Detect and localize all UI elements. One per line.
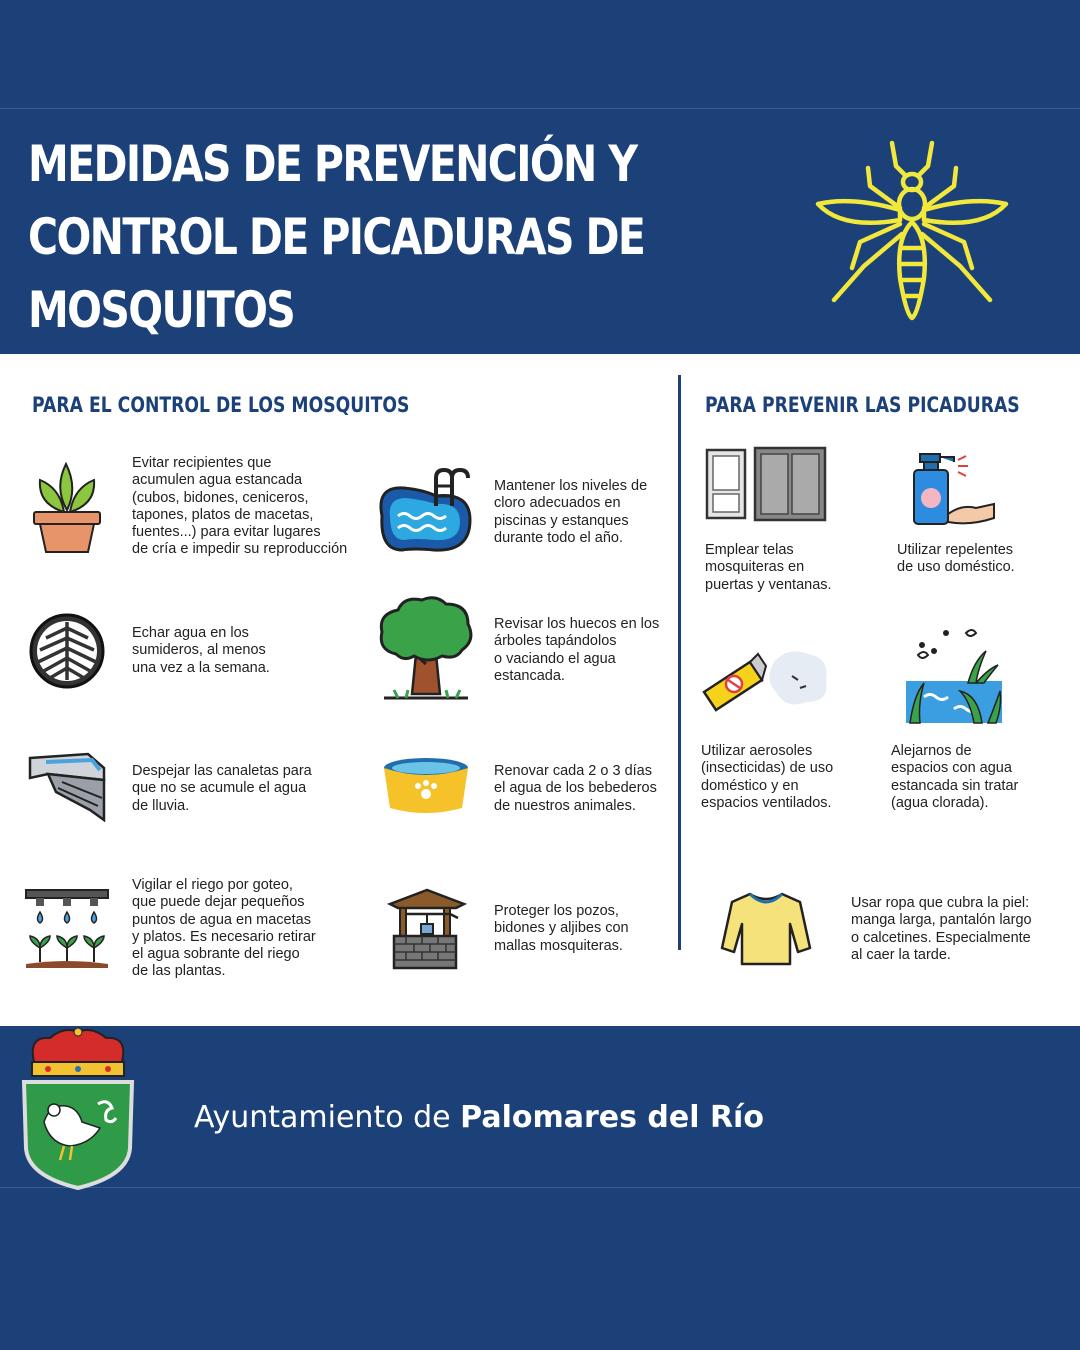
control-item-3-text: Echar agua en los sumideros, al menos una vez a la semana. xyxy=(132,625,270,676)
control-item-7-text: Vigilar el riego por goteo, que puede dejar pequeños puntos de agua en macetas y platos. Es necesario retirar el agua sobrante del riego de las plantas. xyxy=(132,877,316,980)
control-item-8-text: Proteger los pozos, bidones y aljibes con mallas mosquiteras. xyxy=(494,903,629,954)
control-item-4-text: Revisar los huecos en los árboles tapándolos o vaciando el agua estancada. xyxy=(494,616,660,684)
page-title xyxy=(28,128,651,347)
repellent-icon xyxy=(910,452,996,528)
footer-text xyxy=(194,1100,764,1135)
tree-icon xyxy=(376,594,476,706)
footer-prefix: Ayuntamiento de xyxy=(194,1100,461,1135)
column-divider xyxy=(678,375,681,950)
coat-of-arms-icon xyxy=(20,1026,136,1190)
prevent-heading: PARA PREVENIR LAS PICADURAS xyxy=(705,393,1020,417)
prevent-item-4-text: Alejarnos de espacios con agua estancada sin tratar (agua clorada). xyxy=(891,743,1019,811)
gutter-icon xyxy=(28,752,108,822)
control-item-5-text: Despejar las canaletas para que no se acumule el agua de lluvia. xyxy=(132,763,312,814)
pet-bowl-icon xyxy=(380,756,472,816)
footer-town-name: Palomares del Río xyxy=(460,1100,764,1135)
drip-irrigation-icon xyxy=(24,888,110,970)
control-heading: PARA EL CONTROL DE LOS MOSQUITOS xyxy=(32,393,410,417)
pool-icon xyxy=(374,466,474,556)
title-line-2: CONTROL DE PICADURAS DE xyxy=(28,208,645,266)
drain-icon xyxy=(28,612,106,690)
footer-bottom-line xyxy=(0,1187,1080,1188)
prevent-item-2-text: Utilizar repelentes de uso doméstico. xyxy=(897,542,1015,576)
prevent-item-1-text: Emplear telas mosquiteras en puertas y ventanas. xyxy=(705,542,832,593)
long-sleeve-shirt-icon xyxy=(720,890,812,966)
prevent-item-3-text: Utilizar aerosoles (insecticidas) de uso doméstico y en espacios ventilados. xyxy=(701,743,834,811)
title-line-3: MOSQUITOS xyxy=(28,281,295,339)
aerosol-icon xyxy=(700,640,832,716)
control-item-6-text: Renovar cada 2 o 3 días el agua de los bebederos de nuestros animales. xyxy=(494,763,657,814)
prevent-item-5-text: Usar ropa que cubra la piel: manga larga, pantalón largo o calcetines. Especialmente al caer la tarde. xyxy=(851,895,1032,963)
well-icon xyxy=(386,888,468,970)
window-screen-icon xyxy=(705,446,827,522)
mosquito-icon xyxy=(812,138,1012,328)
pond-icon xyxy=(904,625,1004,725)
header-top-line xyxy=(0,108,1080,109)
control-item-2-text: Mantener los niveles de cloro adecuados en piscinas y estanques durante todo el año. xyxy=(494,478,648,546)
title-line-1: MEDIDAS DE PREVENCIÓN Y xyxy=(28,135,637,193)
control-item-1-text: Evitar recipientes que acumulen agua estancada (cubos, bidones, ceniceros, tapones, platos de macetas, fuentes...) para evitar lugares de cría e impedir su reproducción xyxy=(132,455,348,558)
plant-pot-icon xyxy=(30,458,104,554)
